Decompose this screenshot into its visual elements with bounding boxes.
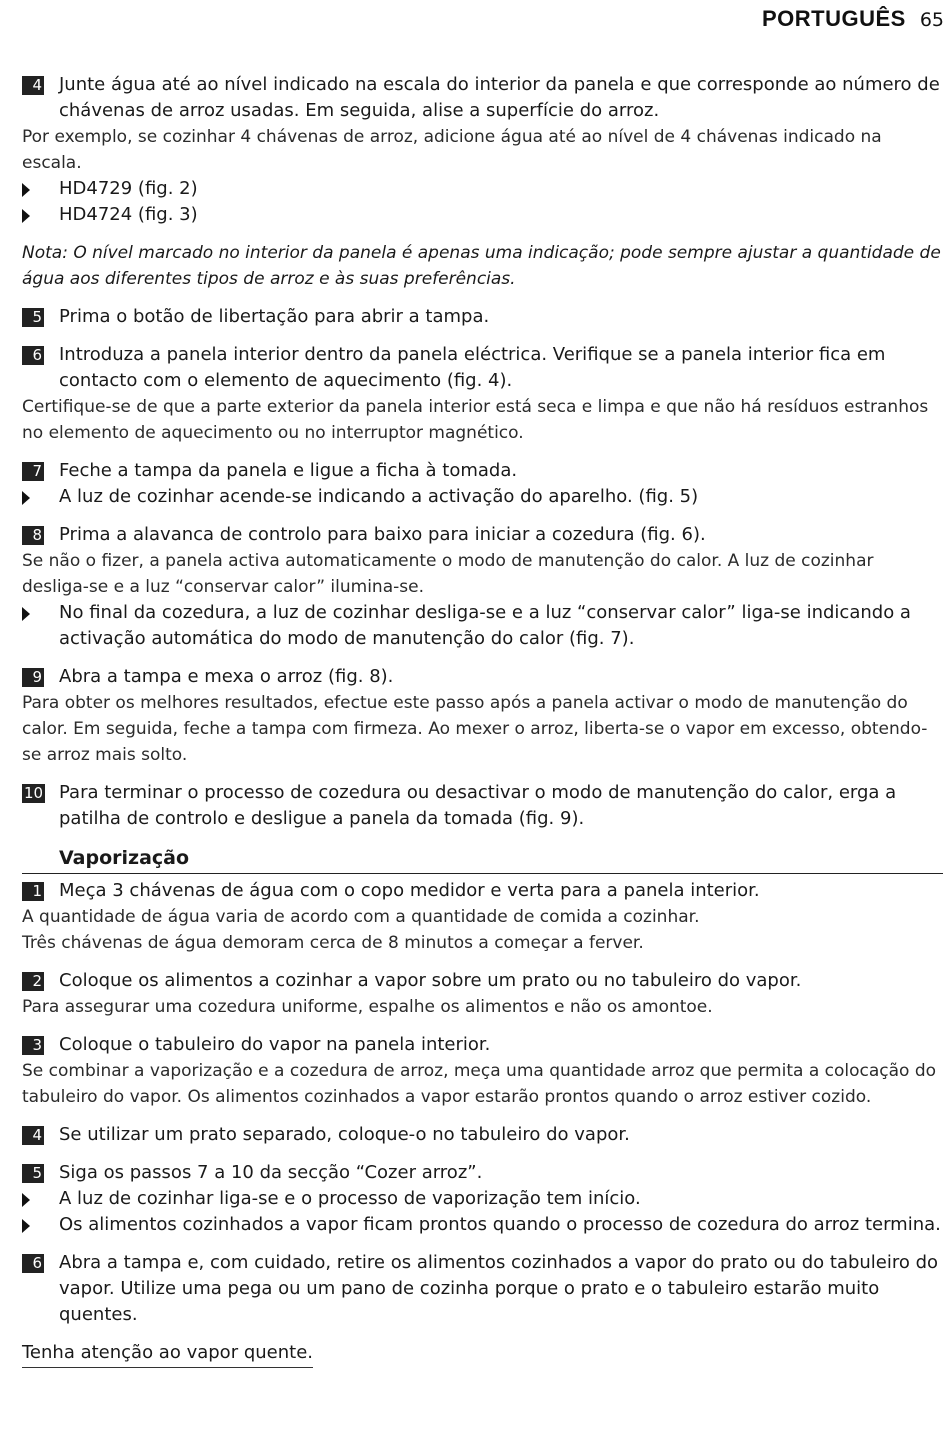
bullet-triangle-icon bbox=[22, 1219, 30, 1233]
step-7-rice bbox=[22, 458, 943, 484]
bullet-item bbox=[22, 1186, 943, 1212]
step-text: Abra a tampa e, com cuidado, retire os alimentos cozinhados a vapor do prato ou do tabuleiro do vapor. Utilize uma pega ou um pano de cozinha porque o prato e o tabuleiro estarão muito quentes. bbox=[59, 1252, 939, 1325]
step-2-steam bbox=[22, 968, 943, 994]
step-number: 3 bbox=[22, 1036, 44, 1055]
step-text: Siga os passos 7 a 10 da secção “Cozer arroz”. bbox=[59, 1162, 483, 1183]
section-title: Vaporização bbox=[59, 847, 190, 869]
step-number: 6 bbox=[22, 346, 44, 365]
step-10-rice bbox=[22, 780, 943, 832]
bullet-item bbox=[22, 484, 943, 510]
step-8-rice bbox=[22, 522, 943, 548]
step-number: 5 bbox=[22, 1164, 44, 1183]
warning-text: Tenha atenção ao vapor quente. bbox=[22, 1340, 313, 1368]
paragraph: Certifique-se de que a parte exterior da panela interior está seca e limpa e que não há resíduos estranhos no elemento de aquecimento ou no interruptor magnético. bbox=[22, 397, 929, 443]
step-number: 7 bbox=[22, 462, 44, 481]
note: Nota: O nível marcado no interior da panela é apenas uma indicação; pode sempre ajustar a quantidade de água aos diferentes tipos de arroz e às suas preferências. bbox=[22, 243, 941, 289]
step-number: 4 bbox=[22, 76, 44, 95]
paragraph: Para assegurar uma cozedura uniforme, espalhe os alimentos e não os amontoe. bbox=[22, 997, 713, 1017]
step-number: 4 bbox=[22, 1126, 44, 1145]
step-6-steam bbox=[22, 1250, 943, 1328]
step-number: 10 bbox=[24, 784, 44, 802]
step-text: Feche a tampa da panela e ligue a ficha à tomada. bbox=[59, 460, 518, 481]
step-number: 5 bbox=[22, 308, 44, 327]
bullet-text: A luz de cozinhar acende-se indicando a activação do aparelho. (fig. 5) bbox=[59, 486, 699, 507]
step-text: Abra a tampa e mexa o arroz (fig. 8). bbox=[59, 666, 394, 687]
step-4-steam bbox=[22, 1122, 943, 1148]
step-6-rice bbox=[22, 342, 943, 394]
step-number: 8 bbox=[22, 526, 44, 545]
bullet-text: No final da cozedura, a luz de cozinhar desliga-se e a luz “conservar calor” liga-se indicando a activação automática do modo de manutenção do calor (fig. 7). bbox=[59, 602, 911, 649]
bullet-triangle-icon bbox=[22, 1193, 30, 1207]
paragraph: Por exemplo, se cozinhar 4 chávenas de arroz, adicione água até ao nível de 4 chávenas indicado na escala. bbox=[22, 127, 882, 173]
paragraph: Se combinar a vaporização e a cozedura de arroz, meça uma quantidade arroz que permita a colocação do tabuleiro do vapor. Os alimentos cozinhados a vapor estarão prontos quando o arroz estiver cozido. bbox=[22, 1061, 937, 1107]
bullet-triangle-icon bbox=[22, 491, 30, 505]
manual-content bbox=[22, 72, 943, 1368]
step-text: Coloque os alimentos a cozinhar a vapor sobre um prato ou no tabuleiro do vapor. bbox=[59, 970, 802, 991]
step-number: 9 bbox=[22, 668, 44, 687]
step-5-steam bbox=[22, 1160, 943, 1186]
step-text: Prima a alavanca de controlo para baixo para iniciar a cozedura (fig. 6). bbox=[59, 524, 706, 545]
bullet-triangle-icon bbox=[22, 183, 30, 197]
step-text: Meça 3 chávenas de água com o copo medidor e verta para a panela interior. bbox=[59, 880, 760, 901]
bullet-item bbox=[22, 1212, 943, 1238]
bullet-text: Os alimentos cozinhados a vapor ficam prontos quando o processo de cozedura do arroz termina. bbox=[59, 1214, 941, 1235]
step-3-steam bbox=[22, 1032, 943, 1058]
paragraph: Se não o fizer, a panela activa automaticamente o modo de manutenção do calor. A luz de cozinhar desliga-se e a luz “conservar calor” ilumina-se. bbox=[22, 551, 874, 597]
bullet-triangle-icon bbox=[22, 607, 30, 621]
step-1-steam bbox=[22, 878, 943, 904]
step-4-rice bbox=[22, 72, 943, 124]
step-number: 6 bbox=[22, 1254, 44, 1273]
step-9-rice bbox=[22, 664, 943, 690]
paragraph: A quantidade de água varia de acordo com a quantidade de comida a cozinhar. bbox=[22, 907, 700, 927]
step-text: Junte água até ao nível indicado na escala do interior da panela e que corresponde ao número de chávenas de arroz usadas. Em seguida, alise a superfície do arroz. bbox=[59, 74, 940, 121]
bullet-item bbox=[22, 202, 943, 228]
language-title: PORTUGUÊS bbox=[761, 6, 906, 31]
bullet-triangle-icon bbox=[22, 209, 30, 223]
step-5-rice bbox=[22, 304, 943, 330]
step-number: 2 bbox=[22, 972, 44, 991]
bullet-text: HD4729 (fig. 2) bbox=[59, 178, 198, 199]
bullet-text: HD4724 (fig. 3) bbox=[59, 204, 198, 225]
step-text: Coloque o tabuleiro do vapor na panela interior. bbox=[59, 1034, 491, 1055]
step-text: Introduza a panela interior dentro da panela eléctrica. Verifique se a panela interior fica em contacto com o elemento de aquecimento (fig. 4). bbox=[59, 344, 886, 391]
section-heading bbox=[22, 844, 943, 874]
bullet-text: A luz de cozinhar liga-se e o processo de vaporização tem início. bbox=[59, 1188, 641, 1209]
page-number: 65 bbox=[919, 9, 944, 31]
bullet-item bbox=[22, 600, 943, 652]
paragraph: Três chávenas de água demoram cerca de 8 minutos a começar a ferver. bbox=[22, 933, 644, 953]
step-text: Se utilizar um prato separado, coloque-o no tabuleiro do vapor. bbox=[59, 1124, 630, 1145]
paragraph: Para obter os melhores resultados, efectue este passo após a panela activar o modo de manutenção do calor. Em seguida, feche a tampa com firmeza. Ao mexer o arroz, liberta-se o vapor em excesso, obtendo-se arroz mais solto. bbox=[22, 693, 928, 765]
step-number: 1 bbox=[22, 882, 44, 901]
step-text: Para terminar o processo de cozedura ou desactivar o modo de manutenção do calor, erga a patilha de controlo e desligue a panela da tomada (fig. 9). bbox=[59, 782, 897, 829]
step-text: Prima o botão de libertação para abrir a tampa. bbox=[59, 306, 490, 327]
page-header bbox=[762, 6, 944, 36]
bullet-item bbox=[22, 176, 943, 202]
